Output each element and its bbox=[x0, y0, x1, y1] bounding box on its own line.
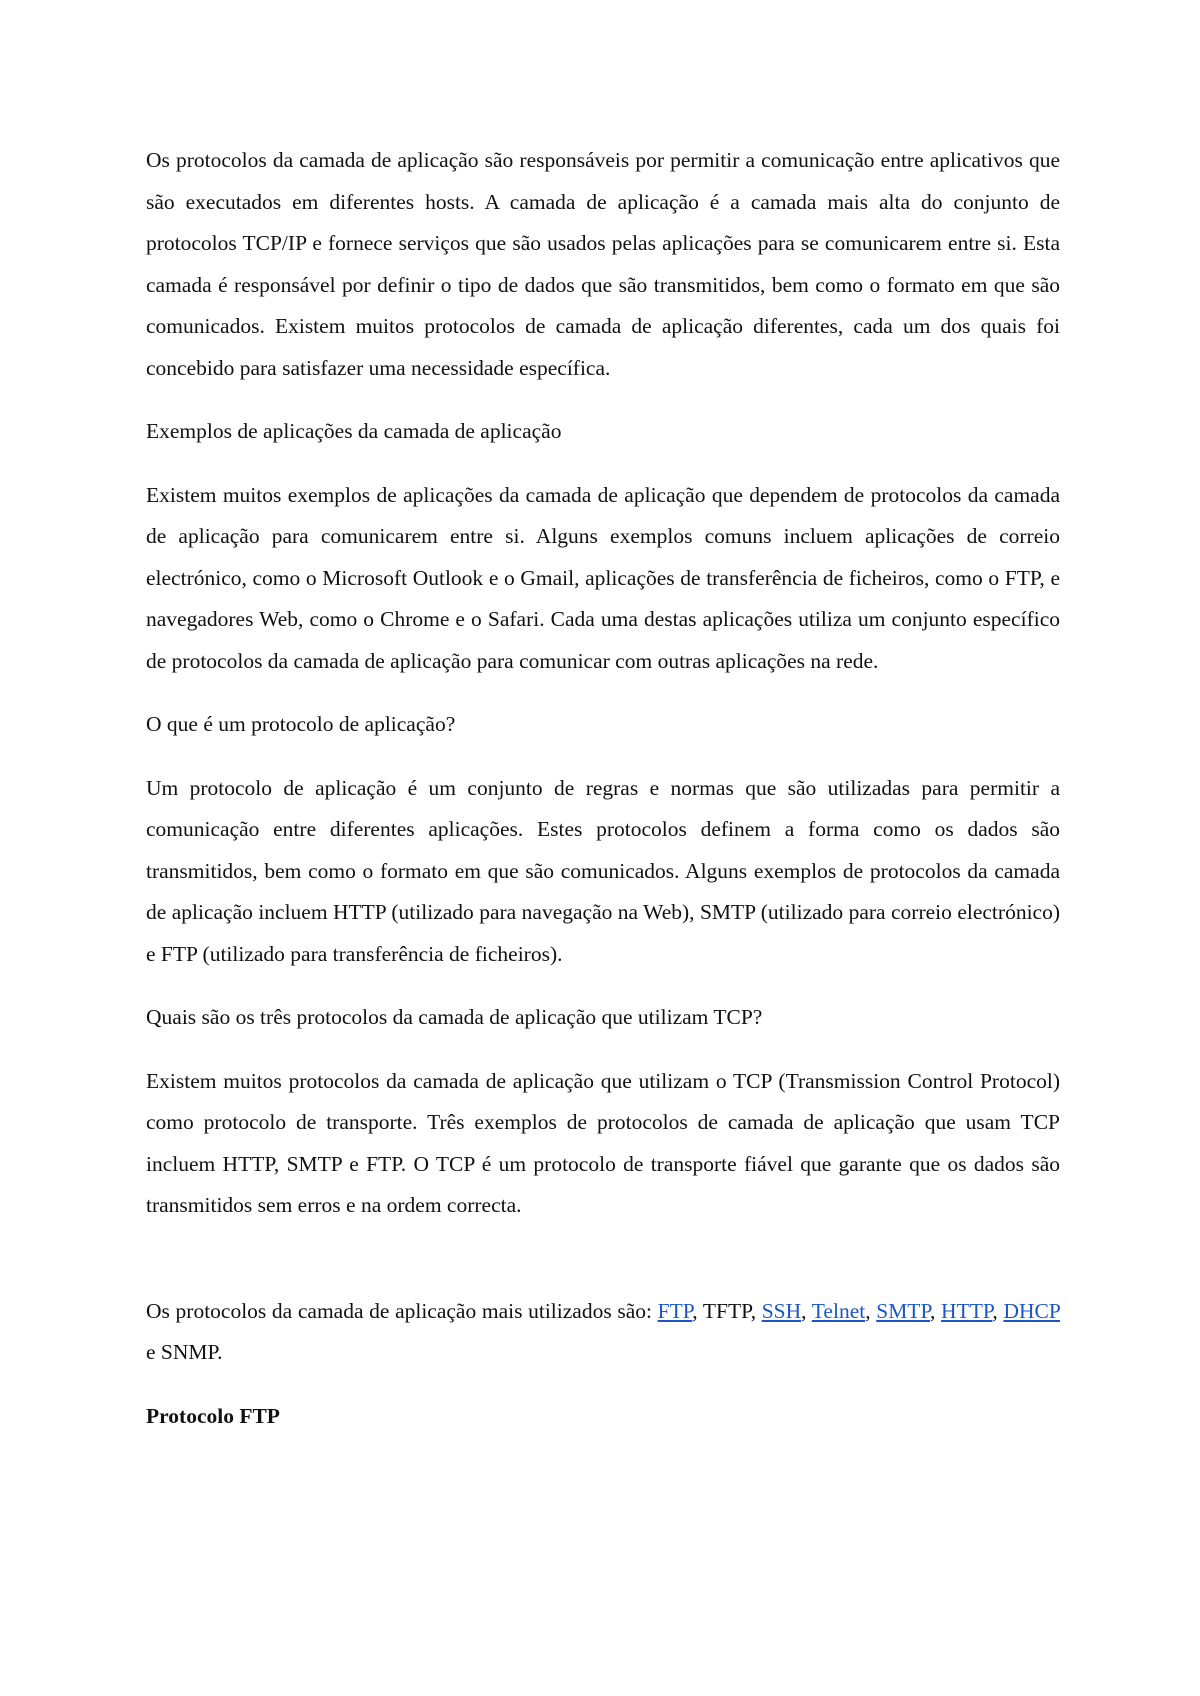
link-smtp[interactable]: SMTP bbox=[876, 1298, 931, 1323]
section-heading-tcp-protocols: Quais são os três protocolos da camada de aplicação que utilizam TCP? bbox=[146, 1005, 763, 1029]
protocol-list-sep: , bbox=[865, 1298, 877, 1323]
protocol-list-sep: , bbox=[930, 1298, 942, 1323]
paragraph-intro: Os protocolos da camada de aplicação são responsáveis por permitir a comunicação entre aplicativos que são executados em diferentes hosts. A camada de aplicação é a camada mais alta do conjunto de protocolos TCP/IP e fornece serviços que são usados pelas aplicações para se comunicarem entre si. Esta camada é responsável por definir o tipo de dados que são transmitidos, bem como o formato em que são comunicados. Existem muitos protocolos de camada de aplicação diferentes, cada um dos quais foi concebido para satisfazer uma necessidade específica. bbox=[146, 148, 1060, 380]
paragraph-examples: Existem muitos exemplos de aplicações da camada de aplicação que dependem de protocolos da camada de aplicação para comunicarem entre si. Alguns exemplos comuns incluem aplicações de correio electrónico, como o Microsoft Outlook e o Gmail, aplicações de transferência de ficheiros, como o FTP, e navegadores Web, como o Chrome e o Safari. Cada uma destas aplicações utiliza um conjunto específico de protocolos da camada de aplicação para comunicar com outras aplicações na rede. bbox=[146, 482, 1060, 673]
section-heading-ftp: Protocolo FTP bbox=[146, 1403, 280, 1428]
link-ftp[interactable]: FTP bbox=[657, 1298, 693, 1323]
protocol-list-sep: , TFTP, bbox=[692, 1298, 762, 1323]
link-ssh[interactable]: SSH bbox=[761, 1298, 802, 1323]
link-dhcp[interactable]: DHCP bbox=[1003, 1298, 1060, 1323]
document-page bbox=[146, 140, 1060, 1437]
section-heading-what-is-protocol: O que é um protocolo de aplicação? bbox=[146, 712, 456, 736]
link-http[interactable]: HTTP bbox=[941, 1298, 993, 1323]
protocol-list-sep: , bbox=[992, 1298, 1004, 1323]
paragraph-what-is-protocol: Um protocolo de aplicação é um conjunto de regras e normas que são utilizadas para permitir a comunicação entre diferentes aplicações. Estes protocolos definem a forma como os dados são transmitidos, bem como o formato em que são comunicados. Alguns exemplos de protocolos da camada de aplicação incluem HTTP (utilizado para navegação na Web), SMTP (utilizado para correio electrónico) e FTP (utilizado para transferência de ficheiros). bbox=[146, 775, 1060, 966]
protocol-list-intro: Os protocolos da camada de aplicação mais utilizados são: bbox=[146, 1298, 658, 1323]
paragraph-protocol-list bbox=[146, 1291, 1060, 1374]
link-telnet[interactable]: Telnet bbox=[811, 1298, 866, 1323]
section-heading-examples: Exemplos de aplicações da camada de aplicação bbox=[146, 419, 562, 443]
protocol-list-sep: , bbox=[801, 1298, 812, 1323]
paragraph-tcp-protocols: Existem muitos protocolos da camada de aplicação que utilizam o TCP (Transmission Control Protocol) como protocolo de transporte. Três exemplos de protocolos de camada de aplicação que usam TCP incluem HTTP, SMTP e FTP. O TCP é um protocolo de transporte fiável que garante que os dados são transmitidos sem erros e na ordem correcta. bbox=[146, 1068, 1060, 1217]
protocol-list-outro: e SNMP. bbox=[146, 1340, 223, 1364]
